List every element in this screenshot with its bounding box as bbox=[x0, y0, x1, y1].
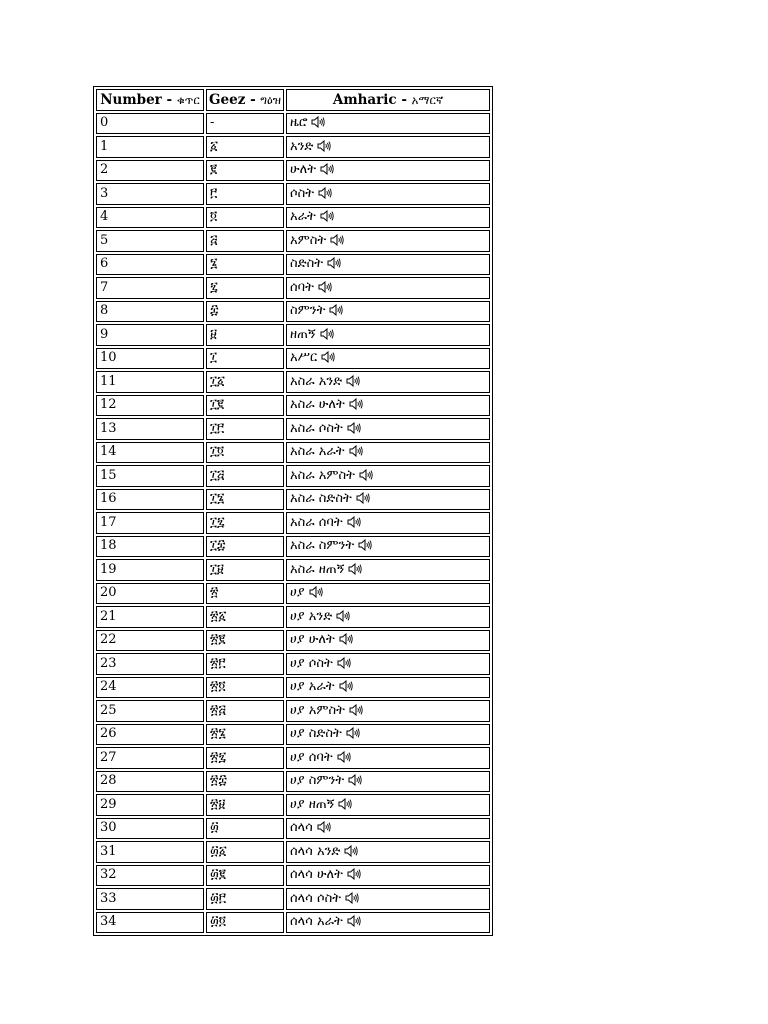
number-cell: 14 bbox=[96, 442, 204, 464]
amharic-cell bbox=[286, 207, 490, 229]
speaker-icon[interactable] bbox=[320, 163, 334, 175]
number-cell: 26 bbox=[96, 724, 204, 746]
speaker-icon[interactable] bbox=[318, 187, 332, 199]
table-body bbox=[96, 113, 490, 934]
geez-cell: ፳ bbox=[206, 583, 284, 605]
amharic-cell bbox=[286, 583, 490, 605]
amharic-cell bbox=[286, 606, 490, 628]
speaker-icon[interactable] bbox=[349, 704, 363, 716]
geez-cell: ፴፩ bbox=[206, 841, 284, 863]
number-cell: 19 bbox=[96, 559, 204, 581]
number-cell: 18 bbox=[96, 536, 204, 558]
speaker-icon[interactable] bbox=[356, 492, 370, 504]
table-row bbox=[96, 183, 490, 205]
number-cell: 24 bbox=[96, 677, 204, 699]
speaker-icon[interactable] bbox=[327, 257, 341, 269]
number-cell: 34 bbox=[96, 912, 204, 934]
geez-cell: ፳፪ bbox=[206, 630, 284, 652]
speaker-icon[interactable] bbox=[347, 516, 361, 528]
number-cell: 10 bbox=[96, 348, 204, 370]
number-cell: 12 bbox=[96, 395, 204, 417]
speaker-icon[interactable] bbox=[344, 845, 358, 857]
amharic-word: ሰላሳ bbox=[290, 820, 313, 836]
geez-cell: ፰ bbox=[206, 301, 284, 323]
geez-cell: ፲፩ bbox=[206, 371, 284, 393]
geez-cell: ፳፰ bbox=[206, 771, 284, 793]
amharic-word: ሰላሳ አራት bbox=[290, 914, 343, 930]
amharic-cell bbox=[286, 348, 490, 370]
speaker-icon[interactable] bbox=[321, 351, 335, 363]
number-cell: 16 bbox=[96, 489, 204, 511]
geez-cell: ፯ bbox=[206, 277, 284, 299]
number-cell: 28 bbox=[96, 771, 204, 793]
geez-cell: ፲፰ bbox=[206, 536, 284, 558]
table-row bbox=[96, 136, 490, 158]
amharic-cell bbox=[286, 183, 490, 205]
table-row bbox=[96, 653, 490, 675]
geez-cell: - bbox=[206, 113, 284, 135]
geez-cell: ፴፬ bbox=[206, 912, 284, 934]
amharic-word: ዜሮ bbox=[290, 115, 308, 131]
amharic-word: ሰላሳ ሶስት bbox=[290, 890, 341, 906]
table-row bbox=[96, 489, 490, 511]
amharic-cell bbox=[286, 888, 490, 910]
amharic-cell bbox=[286, 442, 490, 464]
header-geez-en: Geez bbox=[209, 91, 246, 108]
geez-cell: ፳፭ bbox=[206, 700, 284, 722]
table-row bbox=[96, 630, 490, 652]
amharic-cell bbox=[286, 724, 490, 746]
speaker-icon[interactable] bbox=[347, 868, 361, 880]
amharic-cell bbox=[286, 512, 490, 534]
amharic-cell bbox=[286, 395, 490, 417]
speaker-icon[interactable] bbox=[349, 445, 363, 457]
amharic-word: ሀያ ዘጠኝ bbox=[290, 796, 335, 812]
amharic-word: ሰባት bbox=[290, 279, 314, 295]
table-row bbox=[96, 254, 490, 276]
geez-cell: ፳፱ bbox=[206, 794, 284, 816]
amharic-cell bbox=[286, 559, 490, 581]
geez-cell: ፮ bbox=[206, 254, 284, 276]
amharic-word: ሀያ ስምንት bbox=[290, 773, 345, 789]
number-cell: 23 bbox=[96, 653, 204, 675]
number-cell: 3 bbox=[96, 183, 204, 205]
speaker-icon[interactable] bbox=[347, 422, 361, 434]
amharic-cell bbox=[286, 160, 490, 182]
amharic-word: ሶስት bbox=[290, 185, 315, 201]
amharic-cell bbox=[286, 277, 490, 299]
table-row bbox=[96, 771, 490, 793]
table-row bbox=[96, 324, 490, 346]
amharic-word: አስራ ዘጠኝ bbox=[290, 561, 345, 577]
table-row bbox=[96, 277, 490, 299]
amharic-word: አምስት bbox=[290, 232, 327, 248]
table-row bbox=[96, 841, 490, 863]
amharic-word: ሀያ ሶስት bbox=[290, 655, 333, 671]
speaker-icon[interactable] bbox=[320, 328, 334, 340]
speaker-icon[interactable] bbox=[317, 140, 331, 152]
table-row bbox=[96, 465, 490, 487]
table-row bbox=[96, 442, 490, 464]
number-cell: 8 bbox=[96, 301, 204, 323]
geez-cell: ፲፬ bbox=[206, 442, 284, 464]
header-geez-sep: - bbox=[245, 91, 261, 108]
amharic-cell bbox=[286, 324, 490, 346]
geez-cell: ፴፪ bbox=[206, 865, 284, 887]
number-cell: 20 bbox=[96, 583, 204, 605]
header-geez-eth: ግዕዝ bbox=[260, 92, 281, 107]
number-cell: 30 bbox=[96, 818, 204, 840]
number-cell: 13 bbox=[96, 418, 204, 440]
amharic-word: ሀያ ሁለት bbox=[290, 632, 335, 648]
speaker-icon[interactable] bbox=[346, 727, 360, 739]
number-cell: 17 bbox=[96, 512, 204, 534]
speaker-icon[interactable] bbox=[359, 469, 373, 481]
geez-cell: ፳፯ bbox=[206, 747, 284, 769]
number-cell: 7 bbox=[96, 277, 204, 299]
geez-cell: ፳፩ bbox=[206, 606, 284, 628]
table-row bbox=[96, 888, 490, 910]
amharic-word: ሀያ ሰባት bbox=[290, 749, 333, 765]
amharic-cell bbox=[286, 818, 490, 840]
amharic-word: ሀያ አንድ bbox=[290, 608, 333, 624]
amharic-cell bbox=[286, 301, 490, 323]
amharic-cell bbox=[286, 136, 490, 158]
number-cell: 32 bbox=[96, 865, 204, 887]
header-amharic-sep: - bbox=[396, 91, 412, 108]
amharic-cell bbox=[286, 771, 490, 793]
speaker-icon[interactable] bbox=[311, 116, 325, 128]
amharic-cell bbox=[286, 113, 490, 135]
number-cell: 27 bbox=[96, 747, 204, 769]
amharic-word: አራት bbox=[290, 209, 316, 225]
speaker-icon[interactable] bbox=[339, 680, 353, 692]
header-number-sep: - bbox=[161, 91, 177, 108]
amharic-cell bbox=[286, 841, 490, 863]
table-row bbox=[96, 700, 490, 722]
geez-cell: ፱ bbox=[206, 324, 284, 346]
table-row bbox=[96, 207, 490, 229]
amharic-word: አስራ ሶስት bbox=[290, 420, 343, 436]
amharic-cell bbox=[286, 418, 490, 440]
number-cell: 5 bbox=[96, 230, 204, 252]
geez-cell: ፫ bbox=[206, 183, 284, 205]
geez-cell: ፲፱ bbox=[206, 559, 284, 581]
header-geez bbox=[206, 89, 284, 111]
number-cell: 11 bbox=[96, 371, 204, 393]
amharic-cell bbox=[286, 536, 490, 558]
speaker-icon[interactable] bbox=[358, 539, 372, 551]
amharic-word: አንድ bbox=[290, 138, 314, 154]
amharic-word: ሀያ አምስት bbox=[290, 702, 345, 718]
speaker-icon[interactable] bbox=[329, 304, 343, 316]
number-cell: 22 bbox=[96, 630, 204, 652]
amharic-cell bbox=[286, 700, 490, 722]
table-row bbox=[96, 747, 490, 769]
table-row bbox=[96, 677, 490, 699]
speaker-icon[interactable] bbox=[339, 633, 353, 645]
number-cell: 9 bbox=[96, 324, 204, 346]
amharic-cell bbox=[286, 630, 490, 652]
amharic-word: ሀያ ስድስት bbox=[290, 726, 342, 742]
table-row bbox=[96, 160, 490, 182]
table-row bbox=[96, 606, 490, 628]
geez-cell: ፪ bbox=[206, 160, 284, 182]
header-number-en: Number bbox=[100, 91, 162, 108]
table-row bbox=[96, 536, 490, 558]
table-row bbox=[96, 724, 490, 746]
amharic-word: አስራ ስድስት bbox=[290, 491, 352, 507]
geez-cell: ፳፫ bbox=[206, 653, 284, 675]
table-row bbox=[96, 395, 490, 417]
table-row bbox=[96, 912, 490, 934]
speaker-icon[interactable] bbox=[336, 610, 350, 622]
table-row bbox=[96, 418, 490, 440]
table-row bbox=[96, 371, 490, 393]
speaker-icon[interactable] bbox=[338, 798, 352, 810]
table-row bbox=[96, 113, 490, 135]
header-row bbox=[96, 89, 490, 111]
geez-cell: ፳፮ bbox=[206, 724, 284, 746]
amharic-cell bbox=[286, 254, 490, 276]
table-row bbox=[96, 583, 490, 605]
geez-cell: ፲፯ bbox=[206, 512, 284, 534]
speaker-icon[interactable] bbox=[318, 281, 332, 293]
speaker-icon[interactable] bbox=[348, 563, 362, 575]
header-number-eth: ቁጥር bbox=[176, 92, 200, 107]
amharic-cell bbox=[286, 677, 490, 699]
number-cell: 25 bbox=[96, 700, 204, 722]
amharic-word: አስራ አምስት bbox=[290, 467, 355, 483]
amharic-word: አስራ አራት bbox=[290, 444, 345, 460]
speaker-icon[interactable] bbox=[320, 210, 334, 222]
table-row bbox=[96, 301, 490, 323]
header-amharic-eth: አማርኛ bbox=[411, 92, 444, 107]
amharic-word: አሥር bbox=[290, 350, 318, 366]
number-cell: 0 bbox=[96, 113, 204, 135]
geez-cell: ፭ bbox=[206, 230, 284, 252]
amharic-word: አስራ ስምንት bbox=[290, 538, 355, 554]
number-cell: 15 bbox=[96, 465, 204, 487]
geez-cell: ፲፫ bbox=[206, 418, 284, 440]
header-number bbox=[96, 89, 204, 111]
table-row bbox=[96, 230, 490, 252]
geez-cell: ፬ bbox=[206, 207, 284, 229]
number-cell: 29 bbox=[96, 794, 204, 816]
speaker-icon[interactable] bbox=[349, 398, 363, 410]
amharic-cell bbox=[286, 489, 490, 511]
amharic-word: ሁለት bbox=[290, 162, 316, 178]
amharic-cell bbox=[286, 865, 490, 887]
amharic-word: አስራ ሁለት bbox=[290, 397, 345, 413]
speaker-icon[interactable] bbox=[337, 657, 351, 669]
number-cell: 33 bbox=[96, 888, 204, 910]
table-row bbox=[96, 794, 490, 816]
amharic-cell bbox=[286, 794, 490, 816]
amharic-word: ሰላሳ ሁለት bbox=[290, 867, 343, 883]
table-row bbox=[96, 512, 490, 534]
number-cell: 31 bbox=[96, 841, 204, 863]
amharic-word: ሀያ bbox=[290, 585, 305, 601]
amharic-cell bbox=[286, 230, 490, 252]
number-cell: 4 bbox=[96, 207, 204, 229]
amharic-cell bbox=[286, 653, 490, 675]
geez-cell: ፴ bbox=[206, 818, 284, 840]
number-cell: 21 bbox=[96, 606, 204, 628]
geez-cell: ፲፪ bbox=[206, 395, 284, 417]
geez-cell: ፴፫ bbox=[206, 888, 284, 910]
table-row bbox=[96, 865, 490, 887]
speaker-icon[interactable] bbox=[346, 375, 360, 387]
geez-cell: ፩ bbox=[206, 136, 284, 158]
amharic-word: ሰላሳ አንድ bbox=[290, 843, 341, 859]
geez-cell: ፲፭ bbox=[206, 465, 284, 487]
speaker-icon[interactable] bbox=[317, 821, 331, 833]
table-row bbox=[96, 818, 490, 840]
amharic-cell bbox=[286, 371, 490, 393]
speaker-icon[interactable] bbox=[309, 586, 323, 598]
amharic-cell bbox=[286, 912, 490, 934]
amharic-word: ስምንት bbox=[290, 303, 326, 319]
number-cell: 2 bbox=[96, 160, 204, 182]
speaker-icon[interactable] bbox=[337, 751, 351, 763]
table-header bbox=[96, 89, 490, 111]
amharic-word: አስራ ሰባት bbox=[290, 514, 343, 530]
geez-cell: ፲ bbox=[206, 348, 284, 370]
amharic-word: ስድስት bbox=[290, 256, 324, 272]
geez-cell: ፲፮ bbox=[206, 489, 284, 511]
header-amharic-en: Amharic bbox=[332, 91, 397, 108]
number-cell: 1 bbox=[96, 136, 204, 158]
amharic-cell bbox=[286, 747, 490, 769]
speaker-icon[interactable] bbox=[330, 234, 344, 246]
speaker-icon[interactable] bbox=[348, 774, 362, 786]
speaker-icon[interactable] bbox=[347, 915, 361, 927]
speaker-icon[interactable] bbox=[345, 892, 359, 904]
amharic-cell bbox=[286, 465, 490, 487]
header-amharic bbox=[286, 89, 490, 111]
amharic-word: አስራ አንድ bbox=[290, 373, 343, 389]
geez-cell: ፳፬ bbox=[206, 677, 284, 699]
amharic-word: ሀያ አራት bbox=[290, 679, 335, 695]
table-row bbox=[96, 559, 490, 581]
amharic-word: ዘጠኝ bbox=[290, 326, 316, 342]
table-row bbox=[96, 348, 490, 370]
numbers-table bbox=[93, 86, 493, 936]
number-cell: 6 bbox=[96, 254, 204, 276]
